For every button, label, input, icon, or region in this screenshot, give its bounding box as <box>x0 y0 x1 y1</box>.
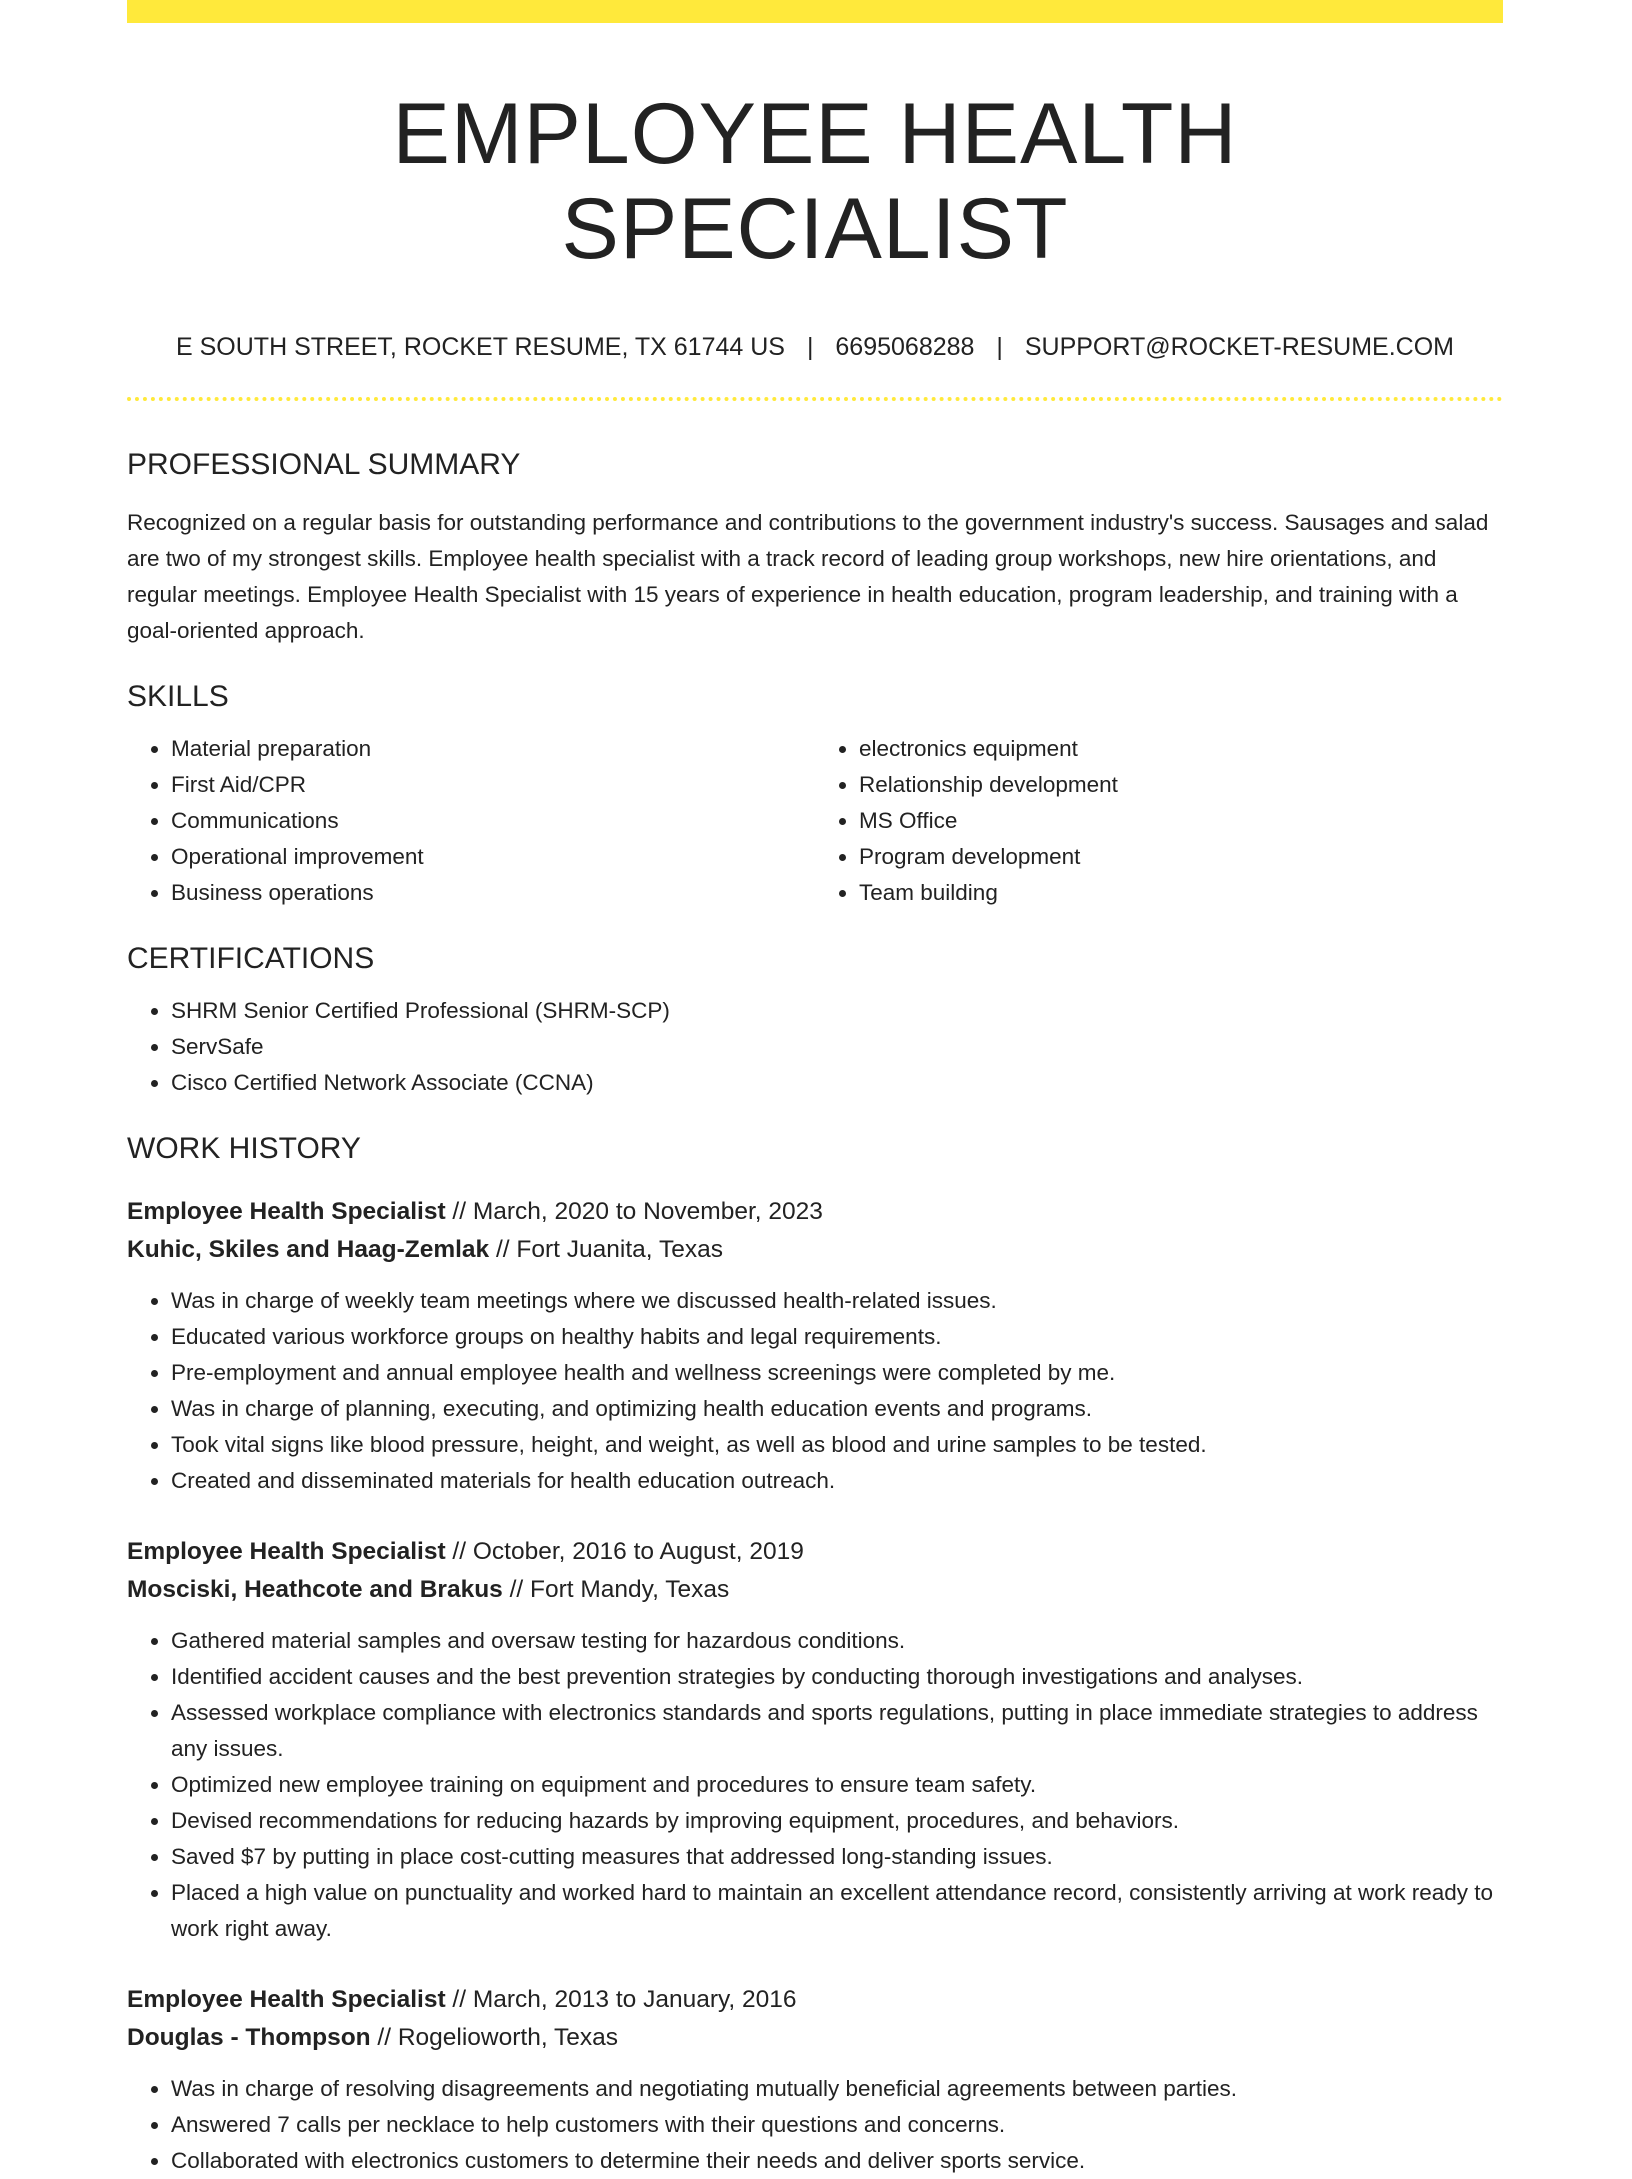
summary-text: Recognized on a regular basis for outstanding performance and contributions to the government industry's success. Sausages and salad are two of my strongest skills. Employee health specialist with a track record of leading group workshops, new hire orientations, and regular meetings. Employee Health Specialist with 15 years of experience in health education, program leadership, and training with a goal-oriented approach. <box>127 510 1489 644</box>
job-location: // Fort Mandy, Texas <box>502 1576 730 1604</box>
job-bullet: • Educated various workforce groups on healthy habits and legal requirements. <box>171 1319 1503 1355</box>
section-title-summary: PROFESSIONAL SUMMARY <box>127 448 521 482</box>
job-bullet: • Assessed workplace compliance with electronics standards and sports regulations, putting in place immediate strategies to address any issues. <box>171 1695 1503 1767</box>
job-bullet: • Devised recommendations for reducing hazards by improving equipment, procedures, and behaviors. <box>171 1803 1503 1839</box>
skill-item: • Team building <box>859 875 1503 911</box>
skills-columns <box>127 731 1503 911</box>
certifications-section <box>127 941 1503 1101</box>
job-entry <box>127 1981 1503 2179</box>
section-title-work-history: WORK HISTORY <box>127 1132 361 1166</box>
job-bullet: • Took vital signs like blood pressure, height, and weight, as well as blood and urine samples to be tested. <box>171 1427 1503 1463</box>
job-dates: // March, 2013 to January, 2016 <box>445 1986 797 2014</box>
certifications-list <box>127 993 1503 1101</box>
job-title-line <box>127 1981 1503 2019</box>
candidate-name: EMPLOYEE HEALTH SPECIALIST <box>392 86 1238 277</box>
job-dates: // March, 2020 to November, 2023 <box>445 1198 823 1226</box>
job-bullet: • Collaborated with electronics customers to determine their needs and deliver sports service. <box>171 2143 1503 2179</box>
contact-address: E SOUTH STREET, ROCKET RESUME, TX 61744 US <box>176 333 785 362</box>
job-company: Mosciski, Heathcote and Brakus <box>127 1576 503 1604</box>
skill-item: • MS Office <box>859 803 1503 839</box>
contact-phone: 6695068288 <box>835 333 975 362</box>
skills-list-right <box>815 731 1503 911</box>
job-bullets <box>127 1623 1503 1947</box>
job-bullet: • Identified accident causes and the best prevention strategies by conducting thorough investigations and analyses. <box>171 1659 1503 1695</box>
contact-email: SUPPORT@ROCKET-RESUME.COM <box>1024 333 1454 362</box>
job-bullet: • Was in charge of planning, executing, and optimizing health education events and programs. <box>171 1391 1503 1427</box>
job-company-line <box>127 1571 1503 1609</box>
job-bullet: • Placed a high value on punctuality and worked hard to maintain an excellent attendance record, consistently arriving at work ready to work right away. <box>171 1875 1503 1947</box>
skill-item: • Business operations <box>171 875 815 911</box>
job-bullet: • Created and disseminated materials for health education outreach. <box>171 1463 1503 1499</box>
skills-section <box>127 679 1503 911</box>
certification-item: • SHRM Senior Certified Professional (SHRM-SCP) <box>171 993 1503 1029</box>
skill-item: • Program development <box>859 839 1503 875</box>
job-role: Employee Health Specialist <box>127 1198 446 1226</box>
job-company: Douglas - Thompson <box>127 2024 371 2052</box>
job-role: Employee Health Specialist <box>127 1538 446 1566</box>
certification-item: • ServSafe <box>171 1029 1503 1065</box>
job-location: // Rogelioworth, Texas <box>370 2024 619 2052</box>
contact-separator: | <box>996 333 1003 362</box>
job-bullets <box>127 1283 1503 1499</box>
summary-section <box>127 447 1503 649</box>
job-bullet: • Answered 7 calls per necklace to help customers with their questions and concerns. <box>171 2107 1503 2143</box>
job-entry <box>127 1533 1503 1947</box>
job-bullet: • Pre-employment and annual employee health and wellness screenings were completed by me. <box>171 1355 1503 1391</box>
job-bullet: • Optimized new employee training on equipment and procedures to ensure team safety. <box>171 1767 1503 1803</box>
job-bullet: • Was in charge of resolving disagreements and negotiating mutually beneficial agreements between parties. <box>171 2071 1503 2107</box>
skill-item: • Material preparation <box>171 731 815 767</box>
top-accent-bar <box>127 0 1503 23</box>
section-title-skills: SKILLS <box>127 680 229 714</box>
section-title-certifications: CERTIFICATIONS <box>127 942 375 976</box>
job-bullet: • Was in charge of weekly team meetings where we discussed health-related issues. <box>171 1283 1503 1319</box>
job-role: Employee Health Specialist <box>127 1986 446 2014</box>
job-company-line <box>127 1231 1503 1269</box>
job-bullet: • Saved $7 by putting in place cost-cutting measures that addressed long-standing issues. <box>171 1839 1503 1875</box>
job-company-line <box>127 2019 1503 2057</box>
work-history-section <box>127 1131 1503 2179</box>
header-divider <box>127 397 1503 401</box>
job-company: Kuhic, Skiles and Haag-Zemlak <box>127 1236 490 1264</box>
skill-item: • Operational improvement <box>171 839 815 875</box>
skill-item: • electronics equipment <box>859 731 1503 767</box>
skill-item: • First Aid/CPR <box>171 767 815 803</box>
contact-line <box>127 332 1503 362</box>
skill-item: • Relationship development <box>859 767 1503 803</box>
job-bullets <box>127 2071 1503 2179</box>
job-bullet: • Gathered material samples and oversaw testing for hazardous conditions. <box>171 1623 1503 1659</box>
job-entry <box>127 1193 1503 1499</box>
job-location: // Fort Juanita, Texas <box>489 1236 723 1264</box>
skill-item: • Communications <box>171 803 815 839</box>
contact-separator: | <box>806 333 814 362</box>
certification-item: • Cisco Certified Network Associate (CCNA) <box>171 1065 1503 1101</box>
skills-list-left <box>127 731 815 911</box>
job-title-line <box>127 1193 1503 1231</box>
job-dates: // October, 2016 to August, 2019 <box>445 1538 804 1566</box>
job-title-line <box>127 1533 1503 1571</box>
resume-page <box>127 0 1503 2179</box>
